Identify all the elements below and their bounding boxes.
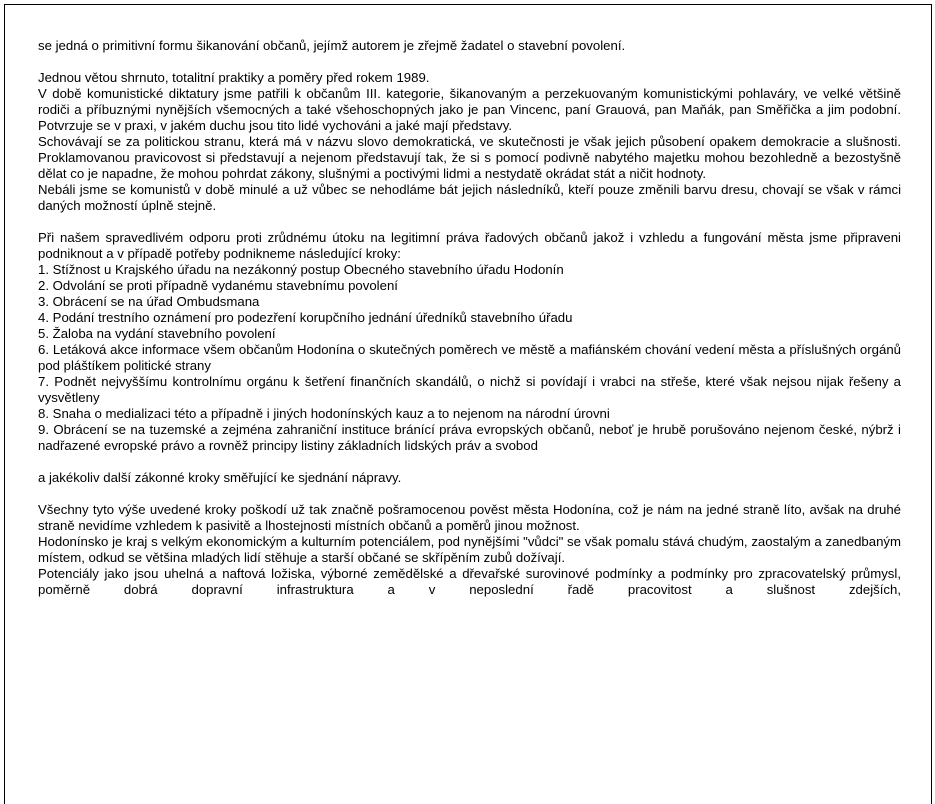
document-body bbox=[38, 38, 901, 598]
list-item: 5. Žaloba na vydání stavebního povolení bbox=[38, 326, 276, 341]
list-item: 4. Podání trestního oznámení pro podezření korupčního jednání úředníků stavebního úřadu bbox=[38, 310, 573, 325]
list-item: 2. Odvolání se proti případně vydanému stavebnímu povolení bbox=[38, 278, 398, 293]
paragraph-gap bbox=[38, 486, 901, 502]
paragraph: Nebáli jsme se komunistů v době minulé a už vůbec se nehodláme bát jejich následníků, kteří pouze změnili barvu dresu, chovají se však v rámci daných možností úplně stejně. bbox=[38, 182, 901, 213]
list-item: 1. Stížnost u Krajského úřadu na nezákonný postup Obecného stavebního úřadu Hodonín bbox=[38, 262, 564, 277]
list-item: 6. Letáková akce informace všem občanům Hodonína o skutečných poměrech ve městě a mafiánském chování vedení města a příslušných orgánů pod pláštíkem politické strany bbox=[38, 342, 901, 373]
paragraph: Potenciály jako jsou uhelná a naftová ložiska, výborné zemědělské a dřevařské surovinové podmínky a podmínky pro zpracovatelský průmysl, poměrně dobrá dopravní infrastruktura a v neposlední řadě pracovitost a slušnost zdejších, bbox=[38, 566, 901, 597]
paragraph: V době komunistické diktatury jsme patřili k občanům III. kategorie, šikanovaným a perzekuovaným komunistickými pohlaváry, ve velké většině rodiči a příbuznými nynějších všemocných a také všehoschopných jako je pan Vincenc, paní Grauová, pan Maňák, pan Směřička a jim podobní. Potvrzuje se v praxi, v jakém duchu jsou tito lidé vychováni a jaké mají představy. bbox=[38, 86, 901, 133]
list-item: 3. Obrácení se na úřad Ombudsmana bbox=[38, 294, 260, 309]
list-item: 7. Podnět nejvyššímu kontrolnímu orgánu k šetření finančních skandálů, o nichž si povídají i vrabci na střeše, které však nejsou nijak řešeny a vysvětleny bbox=[38, 374, 901, 405]
paragraph: Hodonínsko je kraj s velkým ekonomickým a kulturním potenciálem, pod nynějšími "vůdci" se však pomalu stává chudým, zaostalým a zanedbaným místem, odkud se většina mladých lidí stěhuje a starší občané se skřípěním zubů dožívají. bbox=[38, 534, 901, 565]
paragraph: a jakékoliv další zákonné kroky směřující ke sjednání nápravy. bbox=[38, 470, 402, 485]
list-item: 9. Obrácení se na tuzemské a zejména zahraniční instituce bránící práva evropských občanů, neboť je hrubě porušováno nejenom české, nýbrž i nadřazené evropské právo a rovněž principy listiny základních lidských práv a svobod bbox=[38, 422, 901, 453]
paragraph-gap bbox=[38, 454, 901, 470]
document-page bbox=[4, 4, 932, 804]
paragraph: se jedná o primitivní formu šikanování občanů, jejímž autorem je zřejmě žadatel o stavební povolení. bbox=[38, 38, 626, 53]
paragraph: Všechny tyto výše uvedené kroky poškodí už tak značně pošramocenou pověst města Hodonína, což je nám na jedné straně líto, avšak na druhé straně nevidíme vzhledem k pasivitě a lhostejnosti místních občanů a poměrů jinou možnost. bbox=[38, 502, 901, 533]
paragraph-gap bbox=[38, 54, 901, 70]
paragraph: Schovávají se za politickou stranu, která má v názvu slovo demokratická, ve skutečnosti je však jejich působení opakem demokracie a slušnosti. Proklamovanou pravicovost si představují a nejenom představují tak, že si s pomocí podivně nabytého majetku mohou bezohledně a bezostyšně dělat co je napadne, že mohou pohrdat zákony, slušnými a poctivými lidmi a nestydatě okrádat stát a ničit hodnoty. bbox=[38, 134, 901, 181]
paragraph-gap bbox=[38, 214, 901, 230]
list-item: 8. Snaha o medializaci této a případně i jiných hodonínských kauz a to nejenom na národní úrovni bbox=[38, 406, 610, 421]
paragraph: Jednou větou shrnuto, totalitní praktiky a poměry před rokem 1989. bbox=[38, 70, 430, 85]
paragraph: Při našem spravedlivém odporu proti zrůdnému útoku na legitimní práva řadových občanů jakož i vzhledu a fungování města jsme připraveni podniknout a v případě potřeby podnikneme následující kroky: bbox=[38, 230, 901, 261]
